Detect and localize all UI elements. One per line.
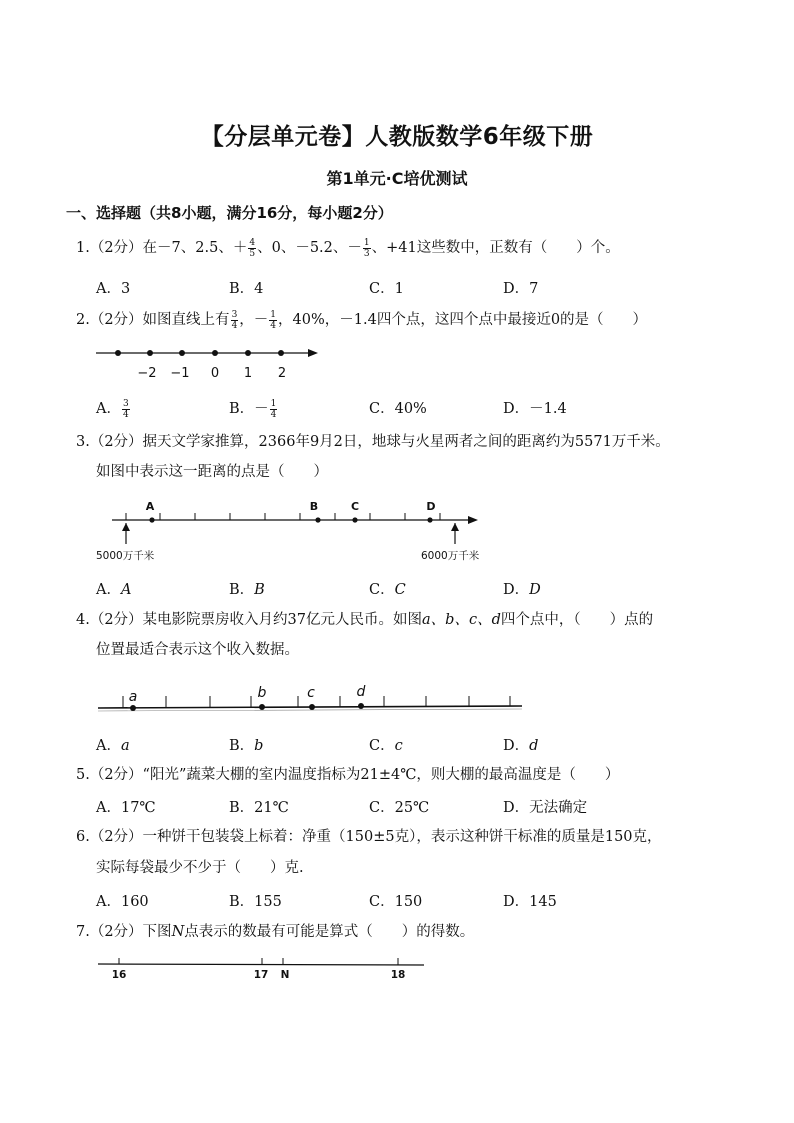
q6-option-a[interactable]: A．160 [96,894,149,910]
axis-point [179,350,185,356]
point-label: B [309,500,319,513]
question-4-line-2: 位置最适合表示这个收入数据。 [96,642,299,658]
point-d [358,703,364,709]
q2-option-d[interactable]: D．－1.4 [503,401,567,417]
point-a [149,517,154,522]
axis-label: 16 [111,969,127,981]
q1-option-d[interactable]: D．7 [503,281,539,297]
q2-option-b[interactable]: B．－ $\frac{1}{4}$ [229,398,277,420]
q6-option-c[interactable]: C．150 [369,894,423,910]
q5-option-b[interactable]: B．21℃ [229,800,289,816]
question-5: 5.（2分）“阳光”蔬菜大棚的室内温度指标为21±4℃，则大棚的最高温度是（ ） [76,767,620,783]
question-3-line-2: 如图中表示这一距离的点是（ ） [96,464,328,480]
page-title: 【分层单元卷】人教版数学6年级下册 [200,124,594,150]
point-b [259,704,265,710]
question-6-line-1: 6.（2分）一种饼干包装袋上标着：净重（150±5克），表示这种饼干标准的质量是150克， [76,829,662,845]
fraction: $\frac{1}{4}$ [270,309,277,331]
point-label: b [257,685,267,701]
axis-label: −1 [170,366,190,381]
axis-point [115,350,121,356]
point-b [315,517,320,522]
q2-option-c[interactable]: C．40% [369,401,427,417]
axis-label: −2 [137,366,157,381]
page-subtitle: 第1单元·C培优测试 [326,169,468,188]
q1-option-c[interactable]: C．1 [369,281,404,297]
question-4-line-1: 4.（2分）某电影院票房收入月约37亿元人民币。如图a、b、c、d四个点中，（ ）点的 [76,612,654,628]
q4-option-a[interactable]: A．a [96,738,130,754]
q1-option-b[interactable]: B．4 [229,281,264,297]
axis-point [278,350,284,356]
axis-label: 2 [277,366,287,381]
q3-option-b[interactable]: B．B [229,582,265,598]
question-6-line-2: 实际每袋最少不少于（ ）克. [96,860,304,876]
axis-point [212,350,218,356]
point-label: C [350,500,360,513]
q4-option-c[interactable]: C．c [369,738,403,754]
point-c [309,704,315,710]
axis-point [245,350,251,356]
axis-point [147,350,153,356]
point-label: D [426,500,436,513]
q6-option-d[interactable]: D．145 [503,894,557,910]
point-label: A [145,500,155,513]
point-a [130,705,136,711]
axis-label: 18 [390,969,406,981]
point-label: d [356,684,366,700]
q3-option-c[interactable]: C．C [369,582,406,598]
axis-label: 0 [210,366,220,381]
question-2: 2.（2分）如图直线上有 $\frac{3}{4}$ ，－ $\frac{1}{4}$ ，40%，－1.4四个点，这四个点中最接近0的是（ ） [76,309,648,331]
q5-option-a[interactable]: A．17℃ [96,800,156,816]
point-c [352,517,357,522]
q1-option-a[interactable]: A．3 [96,281,131,297]
point-label: c [307,685,315,701]
q2-option-a[interactable]: A． $\frac{3}{4}$ [96,398,129,420]
fraction: $\frac{4}{5}$ [249,237,256,259]
question-7: 7.（2分）下图N点表示的数最有可能是算式（ ）的得数。 [76,924,475,940]
left-distance-label: 5000万千米 [96,550,155,562]
q3-option-a[interactable]: A．A [96,582,132,598]
q6-option-b[interactable]: B．155 [229,894,282,910]
question-3-line-1: 3.（2分）据天文学家推算，2366年9月2日，地球与火星两者之间的距离约为5571万千米。 [76,434,670,450]
q4-option-d[interactable]: D．d [503,738,539,754]
q4-option-b[interactable]: B．b [229,738,264,754]
q3-option-d[interactable]: D．D [503,582,541,598]
fraction: $\frac{3}{4}$ [231,309,238,331]
right-distance-label: 6000万千米 [421,550,480,562]
q5-option-d[interactable]: D．无法确定 [503,800,588,816]
axis-label: 17 [253,969,269,981]
section-heading: 一、选择题（共8小题，满分16分，每小题2分） [66,204,393,222]
point-d [427,517,432,522]
q5-option-c[interactable]: C．25℃ [369,800,430,816]
axis-label: 1 [243,366,253,381]
axis-label: N [280,969,290,981]
fraction: $\frac{1}{3}$ [363,237,370,259]
point-label: a [128,689,138,705]
question-1: 1.（2分）在－7、2.5、＋ $\frac{4}{5}$ 、0、－5.2、－ $\frac{1}{3}$ 、+41这些数中，正数有（ ）个。 [76,237,620,259]
